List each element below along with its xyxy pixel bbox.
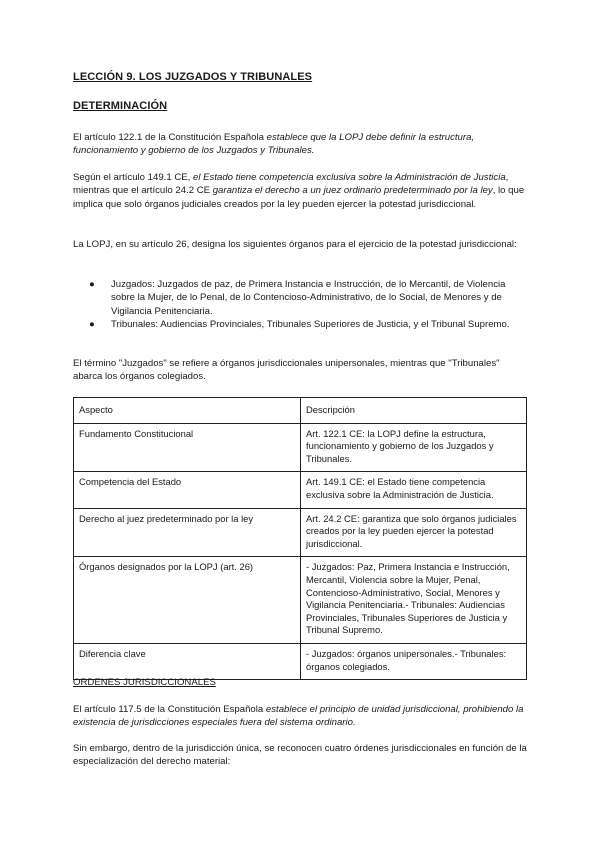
table-cell: - Juzgados: órganos unipersonales.- Tribunales: órganos colegiados. xyxy=(301,643,527,679)
table-cell: Fundamento Constitucional xyxy=(74,423,301,472)
table-row xyxy=(74,423,527,472)
list-item-text: Tribunales: Audiencias Provinciales, Tribunales Superiores de Justicia, y el Tribunal Supremo. xyxy=(111,319,510,331)
paragraph-art-117-emphasis: establece el principio de unidad jurisdiccional, prohibiendo la existencia de jurisdicciones especiales fuera del sistema ordinario. xyxy=(73,704,524,729)
page-title: LECCIÓN 9. LOS JUZGADOS Y TRIBUNALES xyxy=(73,71,313,83)
paragraph-art-117 xyxy=(73,703,528,730)
paragraph-juzgados-tribunales: El término "Juzgados" se refiere a órganos jurisdiccionales unipersonales, mientras que "Tribunales" abarca los órganos colegiados. xyxy=(73,358,500,383)
paragraph-art-149-text-b: , mientras que el artículo 24.2 CE xyxy=(73,172,509,197)
paragraph-art-122-text: El artículo 122.1 de la Constitución Española xyxy=(73,132,267,143)
paragraph-art-149-text-c: , lo que implica que solo órganos judiciales creados por la ley pueden ejercer la potestad jurisdiccional. xyxy=(73,185,525,210)
list-item xyxy=(89,318,529,331)
table-header-descripcion: Descripción xyxy=(301,398,527,424)
paragraph-art-122 xyxy=(73,131,528,158)
paragraph-ordenes-intro: Sin embargo, dentro de la jurisdicción única, se reconocen cuatro órdenes jurisdiccionales en función de la especialización del derecho material: xyxy=(73,743,527,768)
bullet-icon: ● xyxy=(89,319,95,331)
paragraph-art-149-emphasis-a: el Estado tiene competencia exclusiva sobre la Administración de Justicia xyxy=(193,172,506,183)
table-cell: Art. 122.1 CE: la LOPJ define la estructura, funcionamiento y gobierno de los Juzgados y Tribunales. xyxy=(301,423,527,472)
paragraph-lopj-art-26: La LOPJ, en su artículo 26, designa los siguientes órganos para el ejercicio de la potestad jurisdiccional: xyxy=(73,239,517,250)
paragraph-art-149-emphasis-b: garantiza el derecho a un juez ordinario predeterminado por la ley xyxy=(212,185,493,197)
list-item-text: Juzgados: Juzgados de paz, de Primera Instancia e Instrucción, de lo Mercantil, de Violencia sobre la Mujer, de lo Penal, de lo Contencioso-Administrativo, de lo Social, de Menores y de Vigilancia Penitenciaria. xyxy=(111,279,506,317)
table-row xyxy=(74,472,527,508)
table-cell: Diferencia clave xyxy=(74,643,301,679)
paragraph-art-122-emphasis: establece que la LOPJ debe definir la estructura, funcionamiento y gobierno de los Juzgados y Tribunales. xyxy=(73,132,475,157)
table-row xyxy=(74,508,527,557)
paragraph-art-149 xyxy=(73,171,528,211)
table-cell: Competencia del Estado xyxy=(74,472,301,508)
list-item xyxy=(89,278,529,318)
section-heading-determinacion: DETERMINACIÓN xyxy=(73,100,168,112)
table-cell: - Juzgados: Paz, Primera Instancia e Instrucción, Mercantil, Violencia sobre la Mujer, Penal, Contencioso-Administrativo, Social, Menores y Vigilancia Penitenciaria.- Tribunales: Audiencias Provinciales, Tribunales Superiores de Justicia y Tribunal Supremo. xyxy=(301,557,527,644)
table-cell: Art. 149.1 CE: el Estado tiene competencia exclusiva sobre la Administración de Justicia. xyxy=(301,472,527,508)
table-cell: Derecho al juez predeterminado por la ley xyxy=(74,508,301,557)
table-cell: Art. 24.2 CE: garantiza que solo órganos judiciales creados por la ley pueden ejercer la potestad jurisdiccional. xyxy=(301,508,527,557)
table-header-row xyxy=(74,398,527,424)
table-row xyxy=(74,643,527,679)
section-heading-ordenes: ORDENES JURISDICCIONALES xyxy=(73,677,216,688)
bullet-icon: ● xyxy=(89,279,95,290)
paragraph-art-117-text: El artículo 117.5 de la Constitución Española xyxy=(73,704,266,715)
table-header-aspecto: Aspecto xyxy=(74,398,301,424)
summary-table xyxy=(73,397,527,680)
table-cell: Órganos designados por la LOPJ (art. 26) xyxy=(74,557,301,644)
organs-list xyxy=(89,278,529,332)
table-row xyxy=(74,557,527,644)
paragraph-art-149-text-a: Según el artículo 149.1 CE, xyxy=(73,172,193,183)
